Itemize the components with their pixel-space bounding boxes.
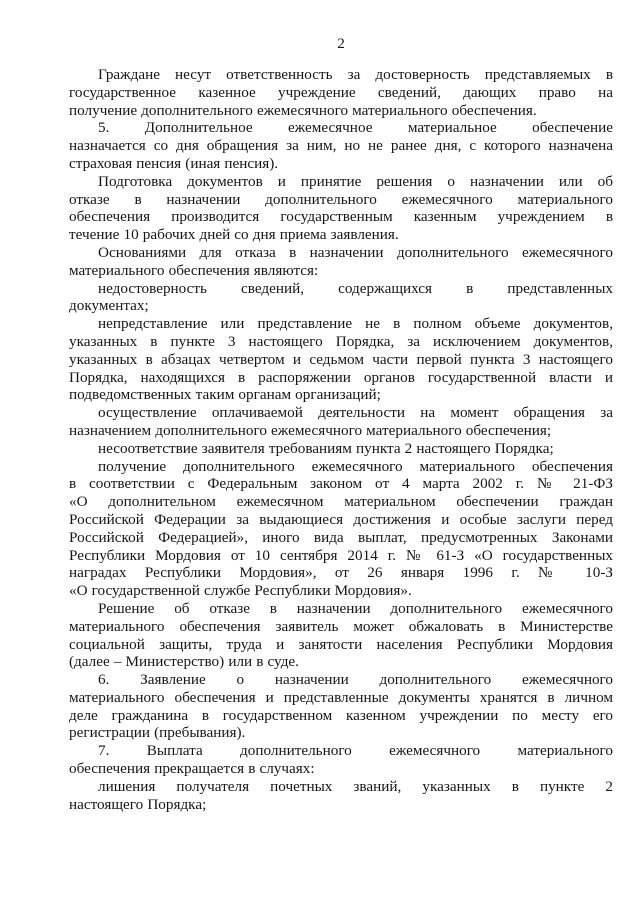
text-line: Решение об отказе в назначении дополнительного ежемесячного: [98, 599, 613, 617]
text-line: настоящего Порядка;: [69, 795, 207, 813]
text-line: материального обеспечения заявитель может обжаловать в Министерстве: [69, 617, 613, 635]
text-line: осуществление оплачиваемой деятельности на момент обращения за: [98, 404, 613, 422]
text-line: социальной защиты, труда и занятости населения Республики Мордовия: [69, 635, 613, 653]
text-line: получение дополнительного ежемесячного материального обеспечения.: [69, 101, 537, 119]
text-line: назначается со дня обращения за ним, но не ранее дня, с которого назначена: [69, 137, 613, 155]
paragraph: [69, 119, 613, 172]
text-line: отказе в назначении дополнительного ежемесячного материального: [69, 190, 613, 208]
text-line: недостоверность сведений, содержащихся в представленных: [98, 279, 613, 297]
paragraph: [69, 244, 613, 280]
text-line: Российской Федерацией», иного вида выплат, предусмотренных Законами: [69, 528, 613, 546]
paragraph: [69, 173, 613, 244]
text-line: 6. Заявление о назначении дополнительного ежемесячного: [98, 671, 613, 689]
text-line: материального обеспечения и представленные документы хранятся в личном: [69, 688, 613, 706]
text-line: документах;: [69, 297, 149, 315]
text-line: подведомственных таким органам организаций;: [69, 386, 381, 404]
text-line: страховая пенсия (иная пенсия).: [69, 154, 279, 172]
text-line: регистрации (пребывания).: [69, 724, 246, 742]
text-line: наградах Республики Мордовия», от 26 января 1996 г. № 10-З: [69, 564, 613, 582]
document-body: [69, 66, 613, 813]
text-line: получение дополнительного ежемесячного материального обеспечения: [98, 457, 613, 475]
text-line: Республики Мордовия от 10 сентября 2014 г. № 61-З «О государственных: [69, 546, 613, 564]
text-line: обеспечения производится государственным казенным учреждением в: [69, 208, 613, 226]
text-line: указанных в пункте 3 настоящего Порядка, за исключением документов,: [69, 332, 613, 350]
text-line: обеспечения прекращается в случаях:: [69, 760, 315, 778]
page-number: 2: [337, 35, 345, 52]
text-line: 7. Выплата дополнительного ежемесячного материального: [98, 742, 613, 760]
text-line: материального обеспечения являются:: [69, 261, 319, 279]
paragraph: [69, 440, 613, 458]
text-line: несоответствие заявителя требованиям пункта 2 настоящего Порядка;: [98, 439, 554, 457]
text-line: Подготовка документов и принятие решения о назначении или об: [98, 172, 613, 190]
paragraph: [69, 280, 613, 316]
paragraph: [69, 742, 613, 778]
text-line: Порядка, находящихся в распоряжении органов государственной власти и: [69, 368, 613, 386]
text-line: течение 10 рабочих дней со дня приема заявления.: [69, 226, 399, 244]
text-line: Российской Федерации за выдающиеся достижения и особые заслуги перед: [69, 510, 613, 528]
text-line: назначением дополнительного ежемесячного материального обеспечения;: [69, 421, 552, 439]
paragraph: [69, 671, 613, 742]
text-line: указанных в абзацах четвертом и седьмом части первой пункта 3 настоящего: [69, 350, 613, 368]
text-line: государственное казенное учреждение сведений, дающих право на: [69, 83, 613, 101]
paragraph: [69, 600, 613, 671]
paragraph: [69, 458, 613, 600]
text-line: (далее – Министерство) или в суде.: [69, 653, 299, 671]
text-line: «О дополнительном ежемесячном материальном обеспечении граждан: [69, 493, 613, 511]
text-line: деле гражданина в государственном казенном учреждении по месту его: [69, 706, 613, 724]
paragraph: [69, 315, 613, 404]
text-line: непредставление или представление не в полном объеме документов,: [98, 315, 613, 333]
paragraph: [69, 404, 613, 440]
paragraph: [69, 66, 613, 119]
paragraph: [69, 778, 613, 814]
text-line: в соответствии с Федеральным законом от 4 марта 2002 г. № 21-ФЗ: [69, 475, 613, 493]
text-line: 5. Дополнительное ежемесячное материальное обеспечение: [98, 119, 613, 137]
text-line: Граждане несут ответственность за достоверность представляемых в: [98, 66, 613, 83]
text-line: лишения получателя почетных званий, указанных в пункте 2: [98, 777, 613, 795]
text-line: Основаниями для отказа в назначении дополнительного ежемесячного: [98, 243, 613, 261]
text-line: «О государственной службе Республики Мордовия».: [69, 582, 412, 600]
